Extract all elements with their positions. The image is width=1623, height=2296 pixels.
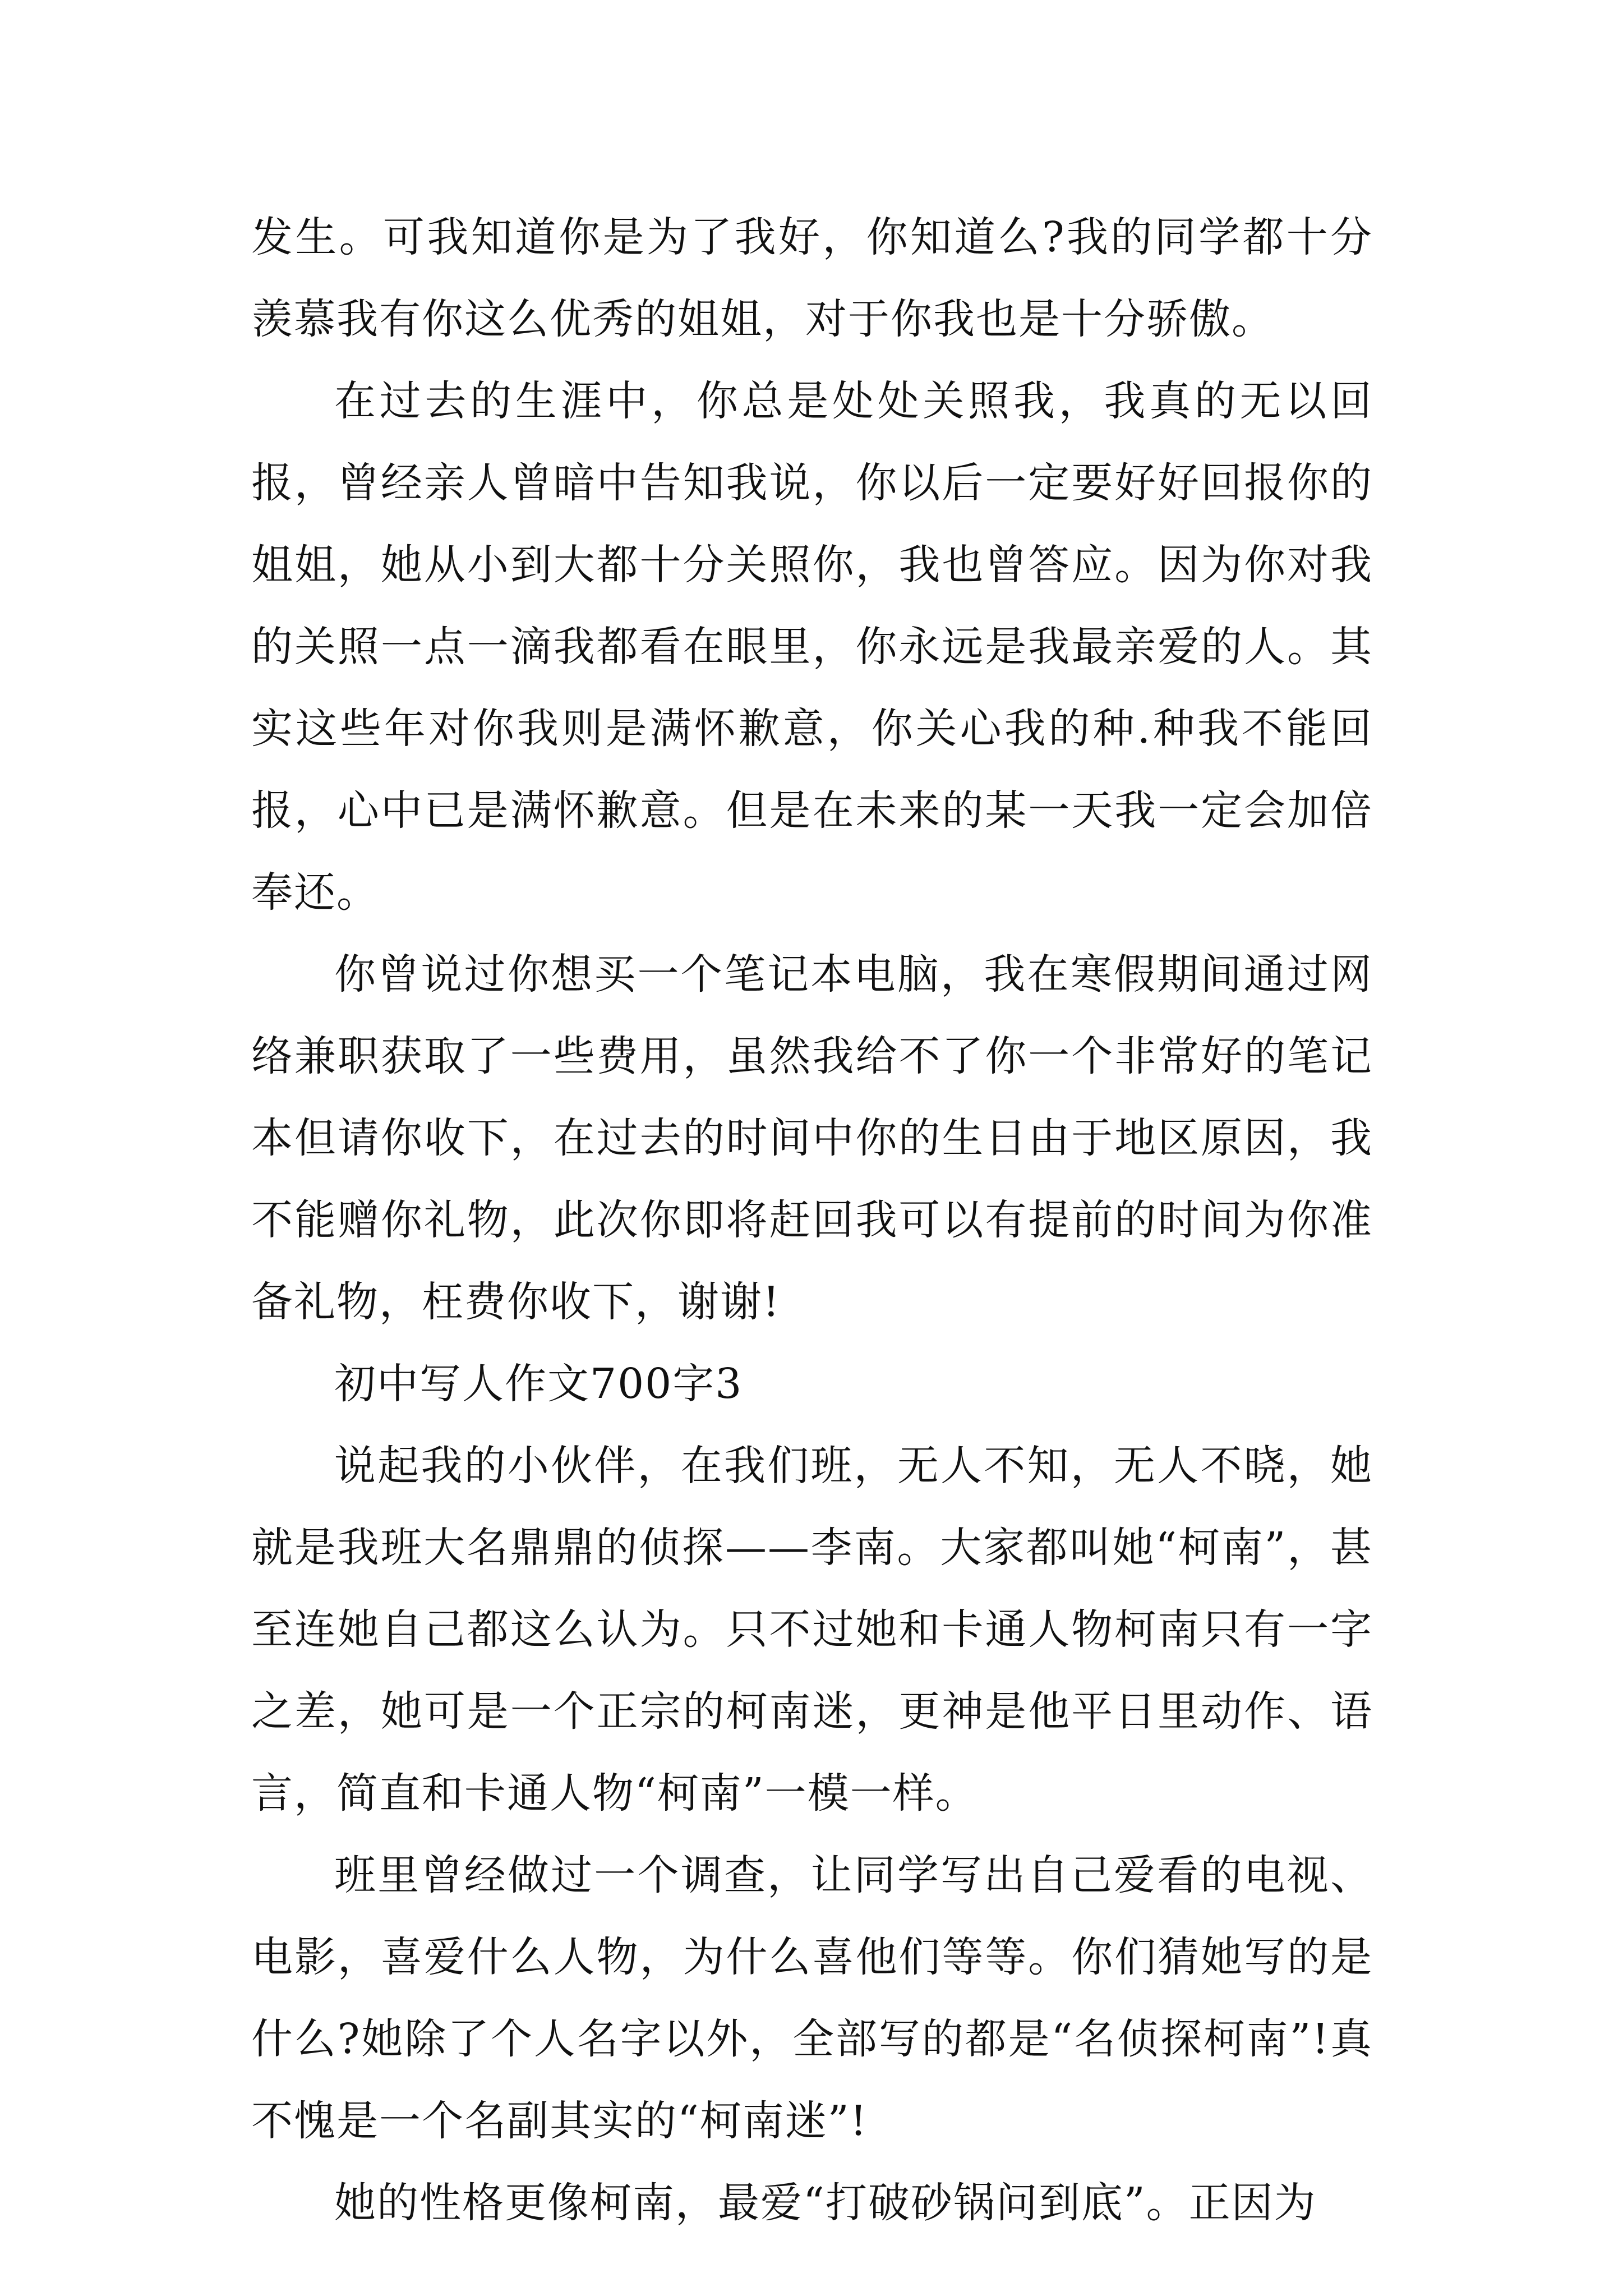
paragraph-sister-care: 在过去的生涯中，你总是处处关照我，我真的无以回报，曾经亲人曾暗中告知我说，你以后一定要好好回报你的姐姐，她从小到大都十分关照你，我也曾答应。因为你对我的关照一点一滴我都看在眼里，你永远是我最亲爱的人。其实这些年对你我则是满怀歉意，你关心我的种.种我不能回报，心中已是满怀歉意。但是在未来的某一天我一定会加倍奉还。 (251, 377, 1373, 917)
paragraph-personality: 她的性格更像柯南，最爱“打破砂锅问到底”。正因为 (334, 2179, 1317, 2227)
paragraph-survey: 班里曾经做过一个调查，让同学写出自己爱看的电视、电影，喜爱什么人物，为什么喜他们等等。你们猜她写的是什么?她除了个人名字以外，全部写的都是“名侦探柯南”!真不愧是一个名副其实的“柯南迷”! (251, 1851, 1373, 2145)
essay-title: 初中写人作文700字3 (334, 1360, 743, 1408)
paragraph-continuation: 发生。可我知道你是为了我好，你知道么?我的同学都十分羡慕我有你这么优秀的姐姐，对于你我也是十分骄傲。 (251, 213, 1373, 343)
paragraph-friend-intro: 说起我的小伙伴，在我们班，无人不知，无人不晓，她就是我班大名鼎鼎的侦探——李南。大家都叫她“柯南”，甚至连她自己都这么认为。只不过她和卡通人物柯南只有一字之差，她可是一个正宗的柯南迷，更神是他平日里动作、语言，简直和卡通人物“柯南”一模一样。 (251, 1442, 1373, 1818)
paragraph-laptop-gift: 你曾说过你想买一个笔记本电脑，我在寒假期间通过网络兼职获取了一些费用，虽然我给不了你一个非常好的笔记本但请你收下，在过去的时间中你的生日由于地区原因，我不能赠你礼物，此次你即将赶回我可以有提前的时间为你准备礼物，枉费你收下，谢谢! (251, 950, 1373, 1326)
article-body (251, 196, 1373, 2244)
